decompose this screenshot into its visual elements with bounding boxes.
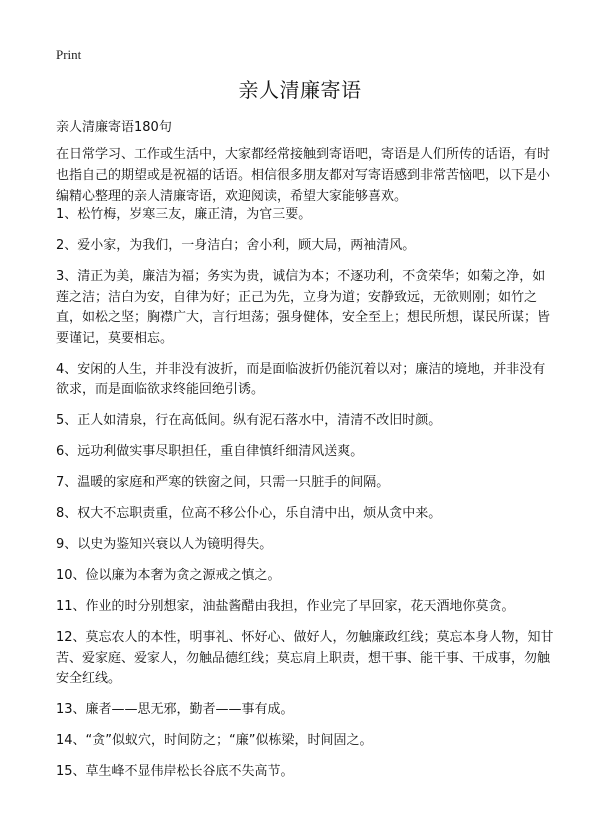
quote-item-13: 13、廉者——思无邪，勤者——事有成。 bbox=[56, 702, 294, 717]
quote-item-12: 12、莫忘农人的本性，明事礼、怀好心、做好人，勿触廉政红线；莫忘本身人物，知甘苦、爱家庭、爱家人，勿触品德红线；莫忘肩上职责，想干事、能干事、干成事，勿触安全红线。 bbox=[56, 630, 554, 686]
quote-item-6: 6、远功利做实事尽职担任，重自律慎纤细清风送爽。 bbox=[56, 444, 364, 459]
quote-item-5: 5、正人如清泉，行在高低间。纵有泥石落水中，清清不改旧时颜。 bbox=[56, 413, 442, 428]
page-subtitle: 亲人清廉寄语180句 bbox=[56, 120, 172, 135]
quote-item-11: 11、作业的时分别想家，油盐酱醋由我担，作业完了早回家，花天酒地你莫贪。 bbox=[56, 599, 515, 614]
quote-item-14: 14、“贪”似蚁穴，时间防之；“廉”似栋梁，时间固之。 bbox=[56, 733, 373, 748]
quote-list bbox=[56, 205, 556, 793]
quote-item-2: 2、爱小家，为我们，一身洁白；舍小利，顾大局，两袖清风。 bbox=[56, 238, 416, 253]
quote-item-3: 3、清正为美，廉洁为福；务实为贵，诚信为本；不逐功利，不贪荣华；如菊之净，如莲之洁；洁白为安，自律为好；正己为先，立身为道；安静致远，无欲则刚；如竹之直，如松之坚；胸襟广大，言行坦荡；强身健体，安全至上；想民所想，谋民所谋；皆要谨记，莫要相忘。 bbox=[56, 269, 551, 346]
page-title: 亲人清廉寄语 bbox=[238, 78, 362, 102]
quote-item-7: 7、温暖的家庭和严寒的铁窗之间，只需一只脏手的间隔。 bbox=[56, 475, 390, 490]
quote-item-1: 1、松竹梅，岁寒三友，廉正清，为官三要。 bbox=[56, 207, 312, 222]
quote-item-15: 15、草生峰不显伟岸松长谷底不失高节。 bbox=[56, 764, 294, 779]
quote-item-10: 10、俭以廉为本奢为贪之源戒之慎之。 bbox=[56, 568, 281, 583]
print-link[interactable]: Print bbox=[56, 47, 82, 62]
quote-item-8: 8、权大不忘职责重，位高不移公仆心，乐自清中出，烦从贪中来。 bbox=[56, 506, 442, 521]
quote-item-4: 4、安闲的人生，并非没有波折，而是面临波折仍能沉着以对；廉洁的境地，并非没有欲求，而是面临欲求终能回绝引诱。 bbox=[56, 361, 546, 397]
intro-paragraph: 在日常学习、工作或生活中，大家都经常接触到寄语吧，寄语是人们所传的话语，有时也指自己的期望或是祝福的话语。相信很多朋友都对写寄语感到非常苦恼吧，以下是小编精心整理的亲人清廉寄语，欢迎阅读，希望大家能够喜欢。 bbox=[56, 147, 551, 204]
quote-item-9: 9、以史为鉴知兴衰以人为镜明得失。 bbox=[56, 537, 273, 552]
